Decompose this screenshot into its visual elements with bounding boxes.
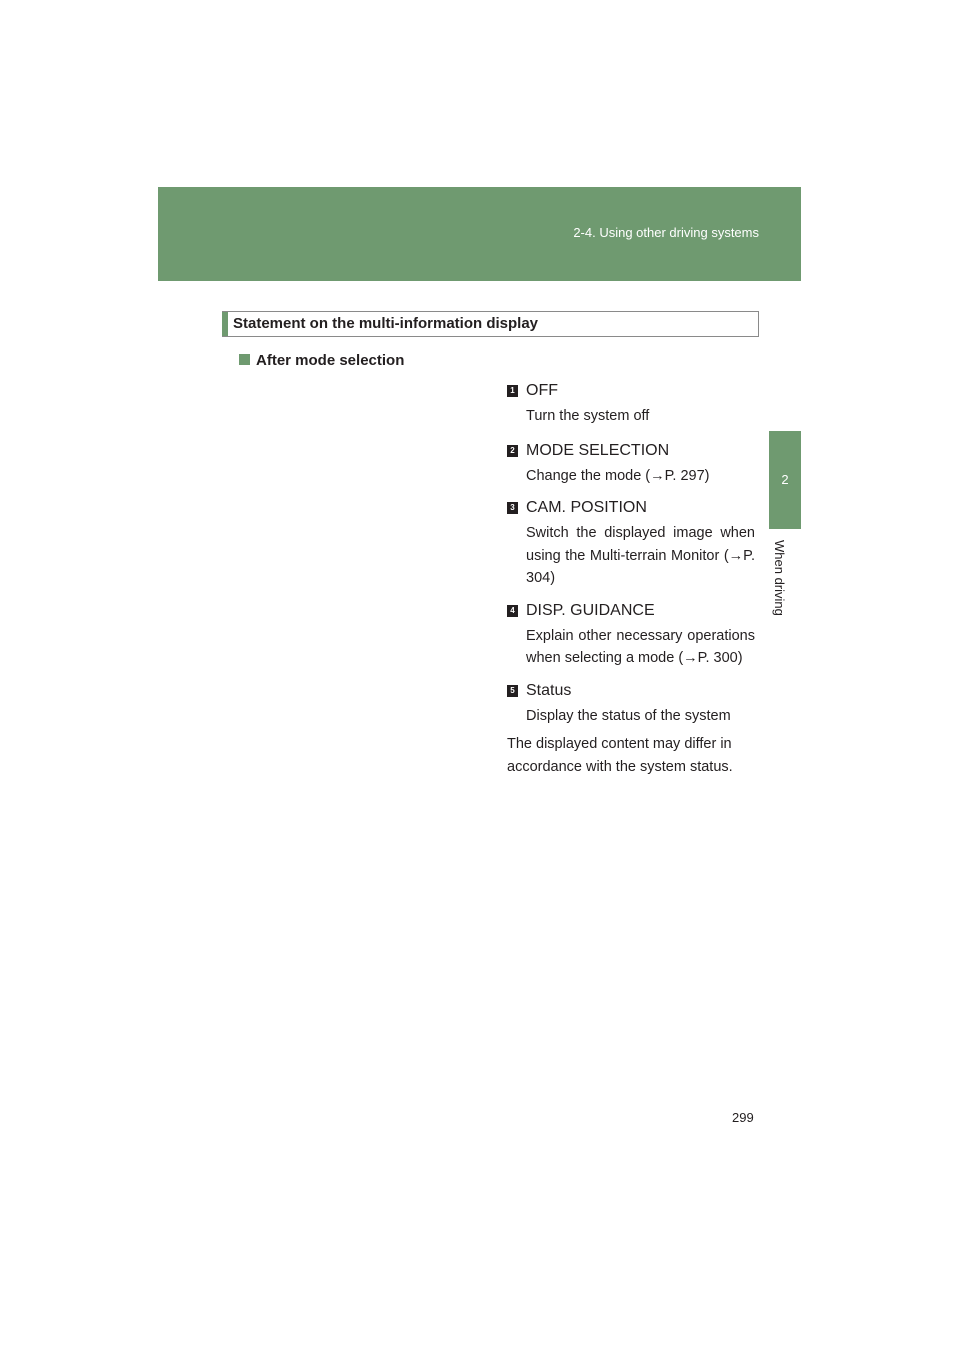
item-number-badge: 5 <box>507 685 518 697</box>
chapter-tab <box>769 431 801 529</box>
list-item <box>507 600 755 670</box>
item-number-badge: 1 <box>507 385 518 397</box>
item-title: MODE SELECTION <box>526 441 670 459</box>
section-title: Statement on the multi-information display <box>233 315 539 332</box>
header-section-path: 2-4. Using other driving systems <box>573 225 759 240</box>
item-description: Display the status of the system <box>526 707 731 724</box>
item-title: OFF <box>526 382 558 399</box>
item-title: CAM. POSITION <box>526 499 647 516</box>
note-text: The displayed content may differ in accordance with the system status. <box>507 736 733 775</box>
page-number: 299 <box>732 1110 754 1125</box>
item-title: Status <box>526 681 572 699</box>
list-item <box>507 440 755 488</box>
header-band <box>158 187 801 281</box>
item-number-badge: 2 <box>507 445 518 457</box>
chapter-label: When driving <box>772 540 787 616</box>
item-description: Explain other necessary operations when selecting a mode (→P. 300) <box>526 627 755 666</box>
item-number-badge: 3 <box>507 502 518 514</box>
section-heading-box <box>222 311 759 337</box>
subsection-heading <box>239 352 404 369</box>
item-title: DISP. GUIDANCE <box>526 601 655 619</box>
list-item <box>507 497 755 590</box>
item-description: Switch the displayed image when using the Multi-terrain Monitor (→P. 304) <box>526 525 755 586</box>
square-bullet-icon <box>239 354 250 365</box>
chapter-number: 2 <box>781 472 789 487</box>
list-item <box>507 680 755 728</box>
item-number-badge: 4 <box>507 605 518 617</box>
subsection-heading-text: After mode selection <box>256 352 405 369</box>
section-heading-bar <box>222 312 228 336</box>
item-list <box>507 380 755 779</box>
list-item <box>507 380 755 428</box>
item-description: Change the mode (→P. 297) <box>526 467 710 484</box>
item-description: Turn the system off <box>526 408 650 424</box>
